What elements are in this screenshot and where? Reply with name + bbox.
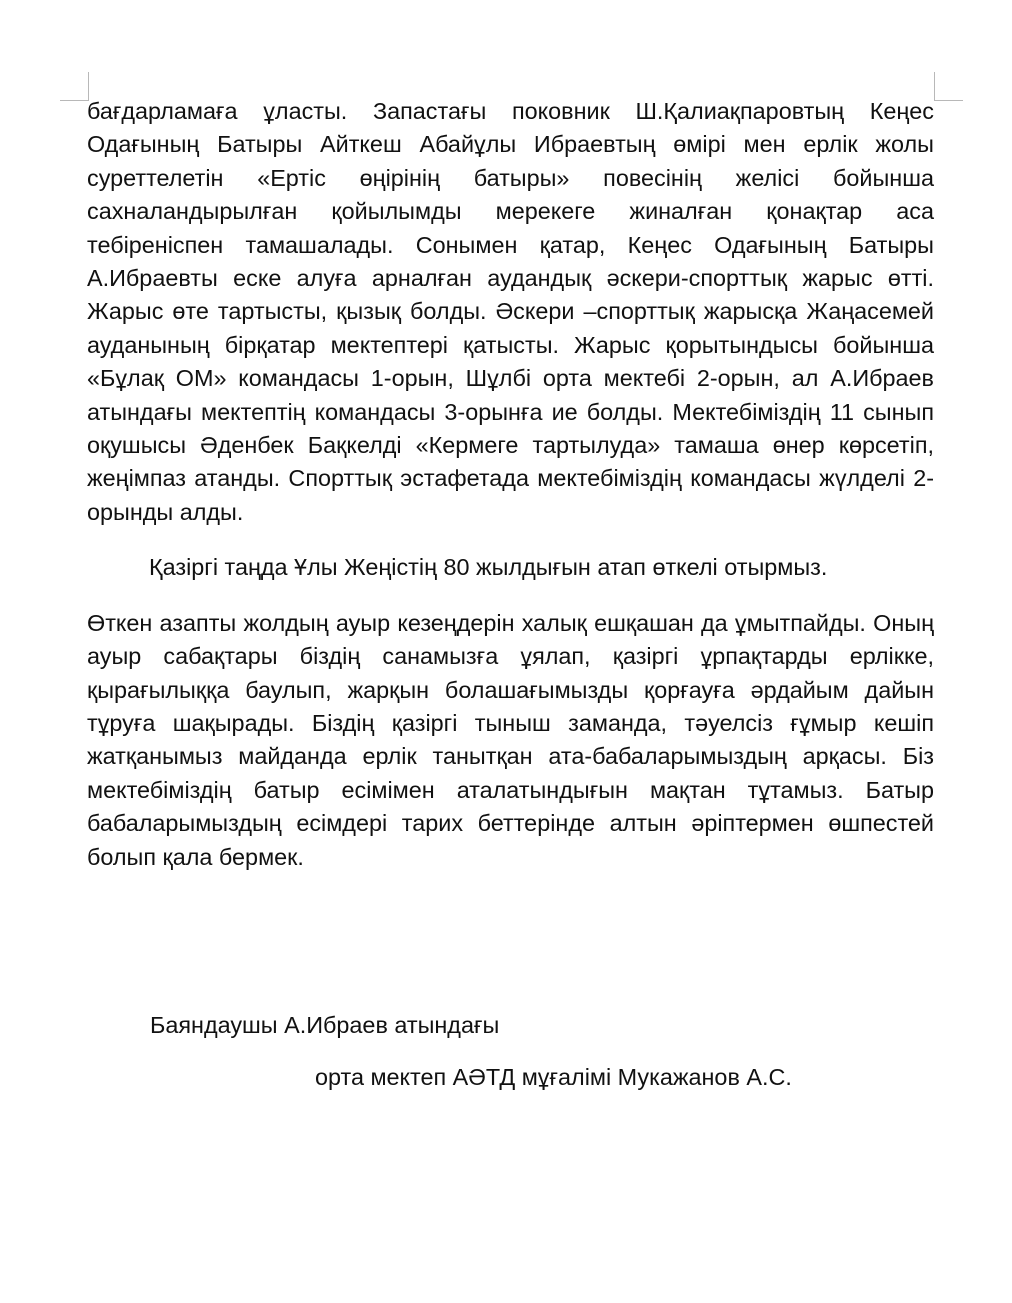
paragraph-2: Қазіргі таңда Ұлы Жеңістің 80 жылдығын атап өткелі отырмыз.	[149, 554, 828, 581]
signature-line-2: орта мектеп АӘТД мұғалімі Мукажанов А.С.	[315, 1064, 792, 1090]
margin-corner-top-left	[60, 72, 89, 101]
document-body	[87, 95, 934, 874]
paragraph-3: Өткен азапты жолдың ауыр кезеңдерін халық ешқашан да ұмытпайды. Оның ауыр сабақтары біздің санамызға ұялап, қазіргі ұрпақтарды ерлікке, қырағылыққа баулып, жарқын болашағымызды қорғауға әрдайым дайын тұруға шақырады. Біздің қазіргі тыныш заманда, тәуелсіз ғұмыр кешіп жатқанымыз майданда ерлік танытқан ата-бабаларымыздың арқасы. Біз мектебіміздің батыр есімімен аталатындығын мақтан тұтамыз. Батыр бабаларымыздың есімдері тарих беттерінде алтын әріптермен өшпестей болып қала бермек.	[87, 609, 934, 870]
margin-corner-top-right	[934, 72, 963, 101]
paragraph-1: бағдарламаға ұласты. Запастағы поковник Ш.Қалиақпаровтың Кеңес Одағының Батыры Айткеш Абайұлы Ибраевтың өмірі мен ерлік жолы суреттелетін «Ертіс өңірінің батыры» повесінің желісі бойынша сахналандырылған қойылымды мерекеге жиналған қонақтар аса тебіреніспен тамашалады. Сонымен қатар, Кеңес Одағының Батыры А.Ибраевты еске алуға арналған аудандық әскери-спорттық жарыс өтті. Жарыс өте тартысты, қызық болды. Әскери –спорттық жарысқа Жаңасемей ауданының бірқатар мектептері қатысты. Жарыс қорытындысы бойынша «Бұлақ ОМ» командасы 1-орын, Шұлбі орта мектебі 2-орын, ал А.Ибраев атындағы мектептің командасы 3-орынға ие болды. Мектебіміздің 11 сынып оқушысы Әденбек Бақкелді «Кермеге тартылуда» тамаша өнер көрсетіп, жеңімпаз атанды. Спорттық эстафетада мектебіміздің командасы жүлделі 2-орынды алды.	[87, 98, 934, 525]
signature-line-1: Баяндаушы А.Ибраев атындағы	[150, 1012, 500, 1038]
